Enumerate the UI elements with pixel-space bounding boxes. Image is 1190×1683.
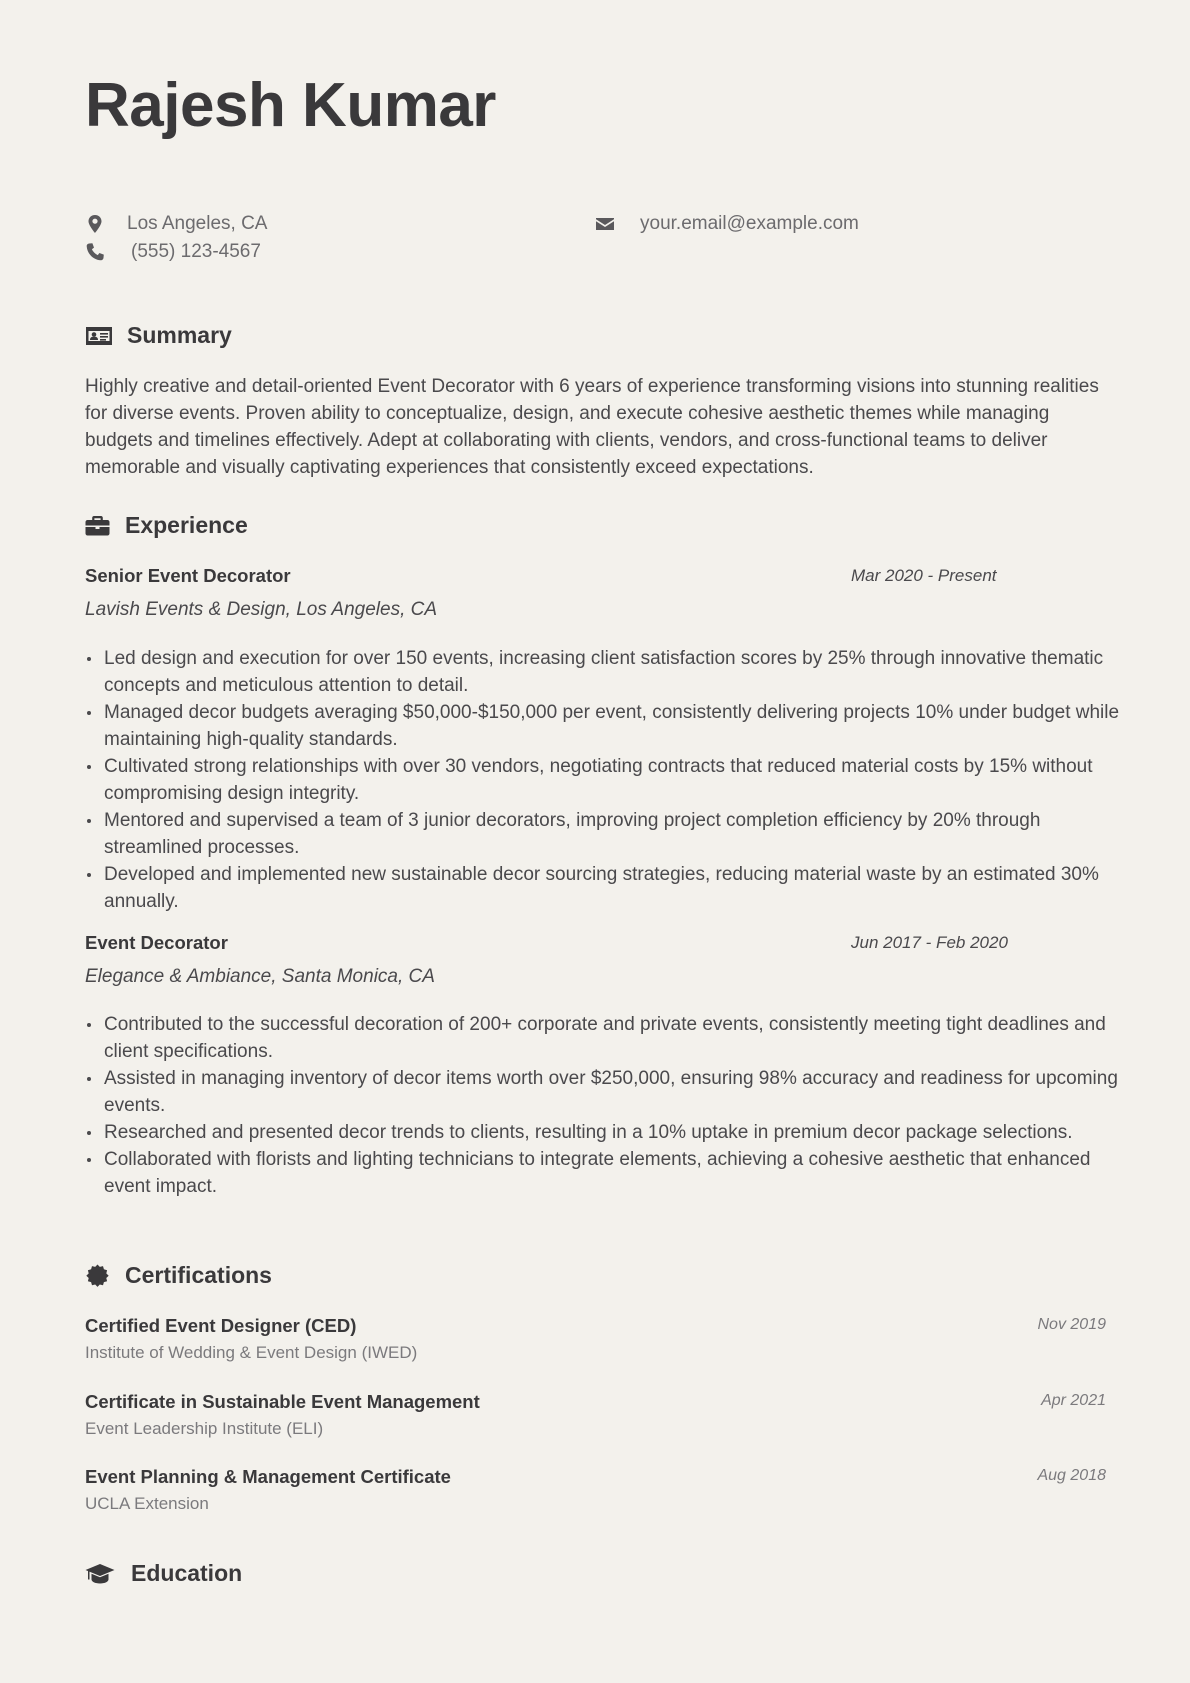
job-title: Senior Event Decorator [85,565,291,586]
bullet-item: Managed decor budgets averaging $50,000-$150,000 per event, consistently delivering projects 10% under budget while maintaining high-quality standards. [85,699,1120,753]
phone-icon [85,242,105,262]
summary-title: Summary [127,322,232,348]
experience-heading [85,512,248,539]
bullet-item: Researched and presented decor trends to clients, resulting in a 10% uptake in premium decor package selections. [85,1119,1120,1146]
email-text[interactable]: your.email@example.com [640,213,859,234]
job-title: Event Decorator [85,932,228,953]
job-company: Lavish Events & Design, Los Angeles, CA [85,599,438,620]
contact-location [85,213,267,235]
education-title: Education [131,1560,243,1586]
graduation-cap-icon [85,1562,115,1586]
cert-issuer: Institute of Wedding & Event Design (IWED) [85,1343,418,1362]
summary-heading [85,322,232,349]
job-date: Mar 2020 - Present [851,566,997,585]
bullet-item: Mentored and supervised a team of 3 junior decorators, improving project completion efficiency by 20% through streamlined processes. [85,807,1120,861]
map-pin-icon [85,214,105,234]
envelope-icon [595,214,615,234]
cert-date: Nov 2019 [1037,1316,1106,1333]
id-card-icon [85,324,113,348]
job-date: Jun 2017 - Feb 2020 [851,933,1008,952]
education-heading [85,1560,242,1587]
bullet-item: Cultivated strong relationships with over 30 vendors, negotiating contracts that reduced material costs by 15% without compromising design integrity. [85,753,1120,807]
cert-issuer: UCLA Extension [85,1494,209,1513]
cert-name: Certified Event Designer (CED) [85,1315,357,1336]
bullet-item: Led design and execution for over 150 events, increasing client satisfaction scores by 25% through innovative thematic concepts and meticulous attention to detail. [85,645,1120,699]
certifications-heading [85,1262,272,1289]
cert-name: Event Planning & Management Certificate [85,1466,451,1487]
bullet-item: Collaborated with florists and lighting technicians to integrate elements, achieving a cohesive aesthetic that enhanced event impact. [85,1146,1120,1200]
candidate-name: Rajesh Kumar [85,71,496,140]
certificate-icon [85,1264,110,1288]
bullet-item: Contributed to the successful decoration of 200+ corporate and private events, consistently meeting tight deadlines and client specifications. [85,1011,1120,1065]
bullet-item: Assisted in managing inventory of decor items worth over $250,000, ensuring 98% accuracy and readiness for upcoming events. [85,1065,1120,1119]
certifications-title: Certifications [125,1262,272,1288]
cert-date: Apr 2021 [1041,1392,1106,1409]
job-bullets [85,1011,1120,1200]
experience-title: Experience [125,512,248,538]
cert-date: Aug 2018 [1037,1467,1106,1484]
contact-phone [85,241,261,263]
cert-issuer: Event Leadership Institute (ELI) [85,1419,324,1438]
contact-email [595,213,859,235]
cert-name: Certificate in Sustainable Event Management [85,1391,480,1412]
job-company: Elegance & Ambiance, Santa Monica, CA [85,966,435,987]
location-text: Los Angeles, CA [127,213,268,234]
bullet-item: Developed and implemented new sustainable decor sourcing strategies, reducing material waste by an estimated 30% annually. [85,861,1120,915]
phone-text: (555) 123-4567 [131,241,261,262]
job-bullets [85,645,1120,915]
summary-text: Highly creative and detail-oriented Event Decorator with 6 years of experience transforming visions into stunning realities for diverse events. Proven ability to conceptualize, design, and execute cohesive aesthetic themes while managing budgets and timelines effectively. Adept at collaborating with clients, vendors, and cross-functional teams to deliver memorable and visually captivating experiences that consistently exceed expectations. [85,376,1099,478]
briefcase-icon [85,514,110,538]
